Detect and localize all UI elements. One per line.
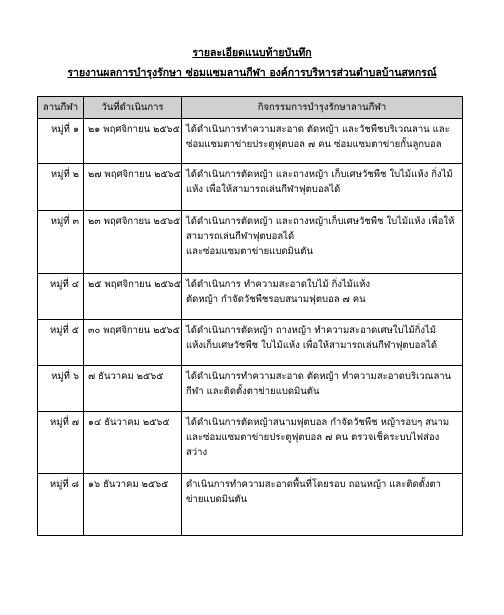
- row-activity: [182, 412, 463, 474]
- activity-line: ดำเนินการทำความสะอาดพื้นที่โดยรอบ ถอนหญ้า และติดตั้งตา: [186, 479, 441, 490]
- activity-line: ได้ดำเนินการทำความสะอาด ตัดหญ้า และวัชพืชบริเวณลาน และ: [186, 124, 450, 135]
- row-date: ๒๗ พฤศจิกายน ๒๕๖๕: [84, 164, 182, 211]
- activity-line: ได้ดำเนินการตัดหญ้า และถางหญ้า เก็บเศษวัชพืช ใบไม้แห้ง กิ่งไม้: [186, 169, 453, 180]
- document-subtitle: รายงานผลการบำรุงรักษา ซ่อมแซมลานกีฬา องค์การบริหารส่วนตำบลบ้านสหกรณ์: [67, 67, 437, 79]
- table-row: [38, 274, 463, 320]
- row-field: หมู่ที่ ๑: [38, 119, 84, 164]
- activity-line: ได้ดำเนินการทำความสะอาด ตัดหญ้า ทำความสะอาดบริเวณลาน: [186, 371, 452, 382]
- table-row: [38, 320, 463, 366]
- activity-line: ข่ายแบดมินตัน: [186, 494, 248, 505]
- row-activity: [182, 164, 463, 211]
- row-field: หมู่ที่ ๕: [38, 320, 84, 366]
- row-date: ๒๑ พฤศจิกายน ๒๕๖๕: [84, 119, 182, 164]
- activity-line: สามารถเล่นกีฬาฟุตบอลได้: [186, 231, 295, 242]
- table-row: [38, 164, 463, 211]
- row-date: ๗ ธันวาคม ๒๕๖๕: [84, 366, 182, 412]
- row-activity: [182, 320, 463, 366]
- table-row: [38, 211, 463, 274]
- activity-line: สว่าง: [186, 447, 208, 458]
- table-row: [38, 366, 463, 412]
- row-field: หมู่ที่ ๘: [38, 474, 84, 536]
- row-date: ๑๔ ธันวาคม ๒๕๖๕: [84, 412, 182, 474]
- header-activity: กิจกรรมการบำรุงรักษาลานกีฬา: [182, 97, 463, 119]
- activity-line: ซ่อมแซมตาข่ายประตูฟุตบอล ๗ คน ซ่อมแซมตาข่ายกั้นลูกบอล: [186, 139, 442, 150]
- activity-line: ตัดหญ้า กำจัดวัชพืชรอบสนามฟุตบอล ๗ คน: [186, 294, 366, 305]
- maintenance-report-table: [37, 96, 463, 536]
- table-row: [38, 474, 463, 536]
- document-title: รายละเอียดแนบท้ายบันทึก: [192, 47, 312, 59]
- activity-line: และซ่อมแซมตาข่ายแบดมินตัน: [186, 246, 313, 257]
- activity-line: ได้ดำเนินการตัดหญ้า ถางหญ้า ทำความสะอาดเศษใบไม้กิ่งไม้: [186, 325, 437, 336]
- row-field: หมู่ที่ ๒: [38, 164, 84, 211]
- row-field: หมู่ที่ ๗: [38, 412, 84, 474]
- row-activity: [182, 211, 463, 274]
- table-row: [38, 412, 463, 474]
- activity-line: ได้ดำเนินการตัดหญ้าสนามฟุตบอล กำจัดวัชพืช หญ้ารอบๆ สนาม: [186, 417, 450, 428]
- activity-line: กีฬา และติดตั้งตาข่ายแบดมินตัน: [186, 386, 320, 397]
- row-date: ๒๓ พฤศจิกายน ๒๕๖๕: [84, 211, 182, 274]
- activity-line: แห้งเก็บเศษวัชพืช ใบไม้แห้ง เพื่อให้สามารถเล่นกีฬาฟุตบอลได้: [186, 340, 438, 351]
- row-field: หมู่ที่ ๖: [38, 366, 84, 412]
- row-activity: [182, 474, 463, 536]
- activity-line: และซ่อมแซมตาข่ายประตูฟุตบอล ๗ คน ตรวจเช็คระบบไฟส่อง: [186, 432, 440, 443]
- activity-line: ได้ดำเนินการ ทำความสะอาดใบไม้ กิ่งไม้แห้ง: [186, 279, 371, 290]
- row-date: ๑๖ ธันวาคม ๒๕๖๕: [84, 474, 182, 536]
- header-date: วันที่ดำเนินการ: [84, 97, 182, 119]
- row-activity: [182, 119, 463, 164]
- row-activity: [182, 366, 463, 412]
- row-date: ๒๕ พฤศจิกายน ๒๕๖๕: [84, 274, 182, 320]
- row-activity: [182, 274, 463, 320]
- activity-line: แห้ง เพื่อให้สามารถเล่นกีฬาฟุตบอลได้: [186, 184, 341, 195]
- row-field: หมู่ที่ ๓: [38, 211, 84, 274]
- activity-line: ได้ดำเนินการตัดหญ้า และถางหญ้าเก็บเศษวัชพืช ใบไม้แห้ง เพื่อให้: [186, 216, 455, 227]
- table-header-row: [38, 97, 463, 119]
- row-field: หมู่ที่ ๔: [38, 274, 84, 320]
- table-row: [38, 119, 463, 164]
- row-date: ๓๐ พฤศจิกายน ๒๕๖๕: [84, 320, 182, 366]
- header-field: ลานกีฬา: [38, 97, 84, 119]
